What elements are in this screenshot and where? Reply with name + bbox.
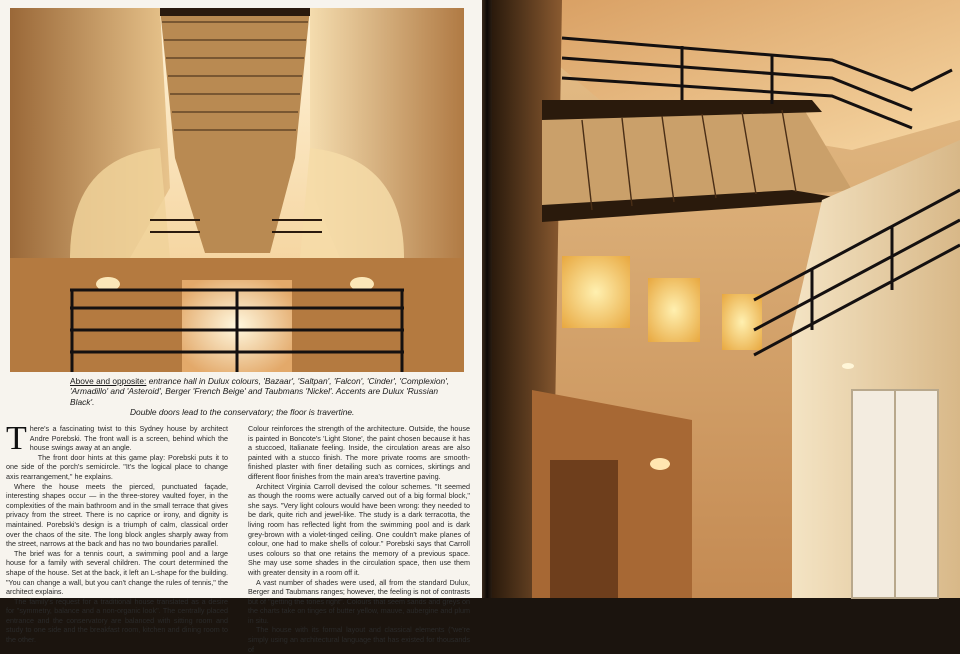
drop-cap: T: [6, 420, 27, 457]
page-gutter: [482, 0, 492, 598]
stairwell-photo: [492, 0, 960, 598]
article-paragraph: Architect Virginia Carroll devised the colour schemes. "It seemed as though the rooms were actually carved out of a big formal block," she says. "Very light colours would have been wrong: they needed to be dark, quite rich and jewel-like. The study is a dark terracotta, the living room has reflected light from the swimming pool and is dark grey-brown with a violet-tinged ceiling. One couldn't make planes of colour, one had to make shells of colour." Porebski says that Carroll uses colours so that one retains the memory of a previous space. She may use some shades in the circulation space, then use them with greater density in a room off it.: [248, 481, 470, 577]
caption-lead: Above and opposite:: [70, 376, 147, 386]
article-paragraph: The brief was for a tennis court, a swimming pool and a large house for a family with several children. The court determined the shape of the house. Set at the back, it left an L-shape for the building. "You can change a wall, but you can't change the rules of tennis," the architect explains.: [6, 548, 228, 597]
article-paragraph: The family's request for a traditional house translated as a desire for "symmetry, balance and a non-organic look". The centrally placed entrance and the conservatory are balanced with sitting room and study to one side and the breakfast room, kitchen and dining room to the other.: [6, 596, 228, 645]
entrance-hall-illustration: [10, 8, 464, 372]
article-paragraph: A vast number of shades were used, all from the standard Dulux, Berger and Taubmans ranges; however, the feeling is not of contrasts but of "getting the tones right". Colours that seem sands and greys on the charts take on tinges of butter yellow, mauve, aubergine and plum in situ.: [248, 577, 470, 625]
article-column-1: [6, 420, 228, 645]
article-paragraph: Where the house meets the pierced, punctuated façade, interesting shapes occur — in the three-storey vaulted foyer, in the complexities of the main bathroom and in the small terrace that gives privacy from the street. There is no caprice or irony, and dignity is maintained. Porebski's design is a triumph of calm, classical order over the chaos of the site. The long block angles sharply away from the street, narrows at the back and has no two boundaries parallel.: [6, 481, 228, 549]
article-paragraph: The house with its formal layout and classical elements ("we're simply using an architectural language that has existed for thousands of: [248, 625, 470, 654]
article-paragraph: Colour reinforces the strength of the architecture. Outside, the house is painted in Boncote's 'Light Stone', the paint chosen because it has a stuccoed, Italianate feeling. Inside, the circulation areas are also painted with a stucco finish. The more private rooms are smooth-finished plaster with finer detailing such as cornices, skirtings and different floor finishes from the main area's travertine paving.: [248, 424, 470, 481]
article-column-2: [248, 424, 470, 654]
stairwell-illustration: [492, 0, 960, 598]
caption-doors: Double doors lead to the conservatory; the floor is travertine.: [130, 407, 355, 418]
article-paragraph: The front door hints at this game play: Porebski puts it to one side of the porch's semicircle. "It's the logical place to change axis rearrangement," he explains.: [6, 452, 228, 481]
caption-text: entrance hall in Dulux colours, 'Bazaar', 'Saltpan', 'Falcon', 'Cinder', 'Complexion', 'Armadillo' and 'Asteroid', Berger 'French Beige' and Taubmans 'Nickel'. Accents are Dulux 'Russian Black'.: [70, 376, 450, 407]
photo-caption: [70, 376, 450, 418]
article-paragraph: [6, 420, 228, 457]
paragraph-text: here's a fascinating twist to this Sydney house by architect Andre Porebski. The front wall is a screen, behind which the house swings away at an angle.: [29, 424, 228, 453]
right-page: [492, 0, 960, 598]
entrance-hall-photo: [10, 8, 464, 372]
